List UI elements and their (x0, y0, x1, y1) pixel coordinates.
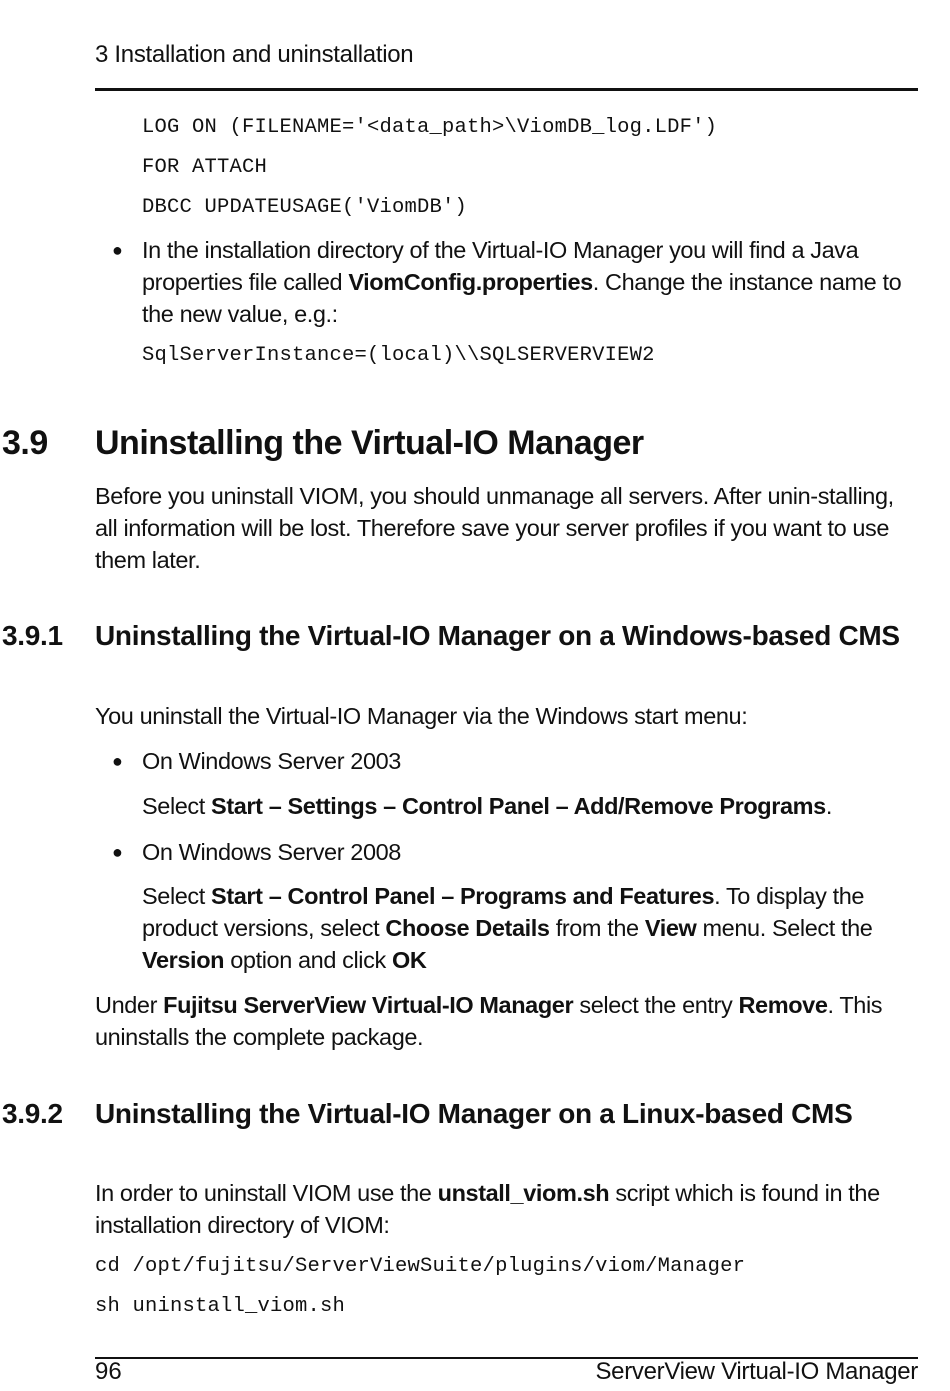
code-instance: SqlServerInstance=(local)\\SQLSERVERVIEW2 (142, 344, 655, 367)
bullet-java-text: In the installation directory of the Virtual-IO Manager you will find a Java properties file called ViomConfig.properties. Change the instance name to the new value, e.g.: (142, 237, 902, 327)
code-line: DBCC UPDATEUSAGE('ViomDB') (142, 196, 468, 219)
subsection-body: In order to uninstall VIOM use the unstall_viom.sh script which is found in the installation directory of VIOM: (95, 1180, 880, 1238)
code-line: sh uninstall_viom.sh (95, 1295, 346, 1318)
footer-product: ServerView Virtual-IO Manager (595, 1358, 918, 1385)
header-rule (95, 88, 918, 91)
bullet-dot: ● (112, 751, 123, 771)
select-2003-text: Select Start – Settings – Control Panel – Add/Remove Programs. (142, 793, 832, 819)
section-title: Uninstalling the Virtual-IO Manager (95, 424, 644, 462)
select-2008-text: Select Start – Control Panel – Programs and Features. To display the product versions, select Choose Details from the View menu. Select the Version option and click OK (142, 883, 873, 973)
under-text: Under Fujitsu ServerView Virtual-IO Manager select the entry Remove. This uninstalls the complete package. (95, 992, 883, 1050)
subsection-number: 3.9.2 (2, 1098, 63, 1129)
section-number: 3.9 (2, 424, 48, 462)
code-line: LOG ON (FILENAME='<data_path>\ViomDB_log.LDF') (142, 116, 718, 139)
page-number: 96 (95, 1358, 122, 1385)
code-line: cd /opt/fujitsu/ServerViewSuite/plugins/viom/Manager (95, 1255, 746, 1278)
subsection-intro: You uninstall the Virtual-IO Manager via the Windows start menu: (95, 703, 748, 729)
bullet-2003-text: On Windows Server 2003 (142, 748, 401, 774)
subsection-number: 3.9.1 (2, 620, 63, 651)
bullet-dot: ● (112, 240, 123, 260)
bullet-dot: ● (112, 842, 123, 862)
subsection-title: Uninstalling the Virtual-IO Manager on a Linux-based CMS (95, 1098, 853, 1129)
code-line: FOR ATTACH (142, 156, 268, 179)
section-body: Before you uninstall VIOM, you should unmanage all servers. After unin-stalling, all information will be lost. Therefore save your server profiles if you want to use them later. (95, 483, 894, 573)
subsection-title: Uninstalling the Virtual-IO Manager on a Windows-based CMS (95, 620, 900, 651)
bullet-2008-text: On Windows Server 2008 (142, 839, 401, 865)
running-header: 3 Installation and uninstallation (95, 41, 414, 68)
